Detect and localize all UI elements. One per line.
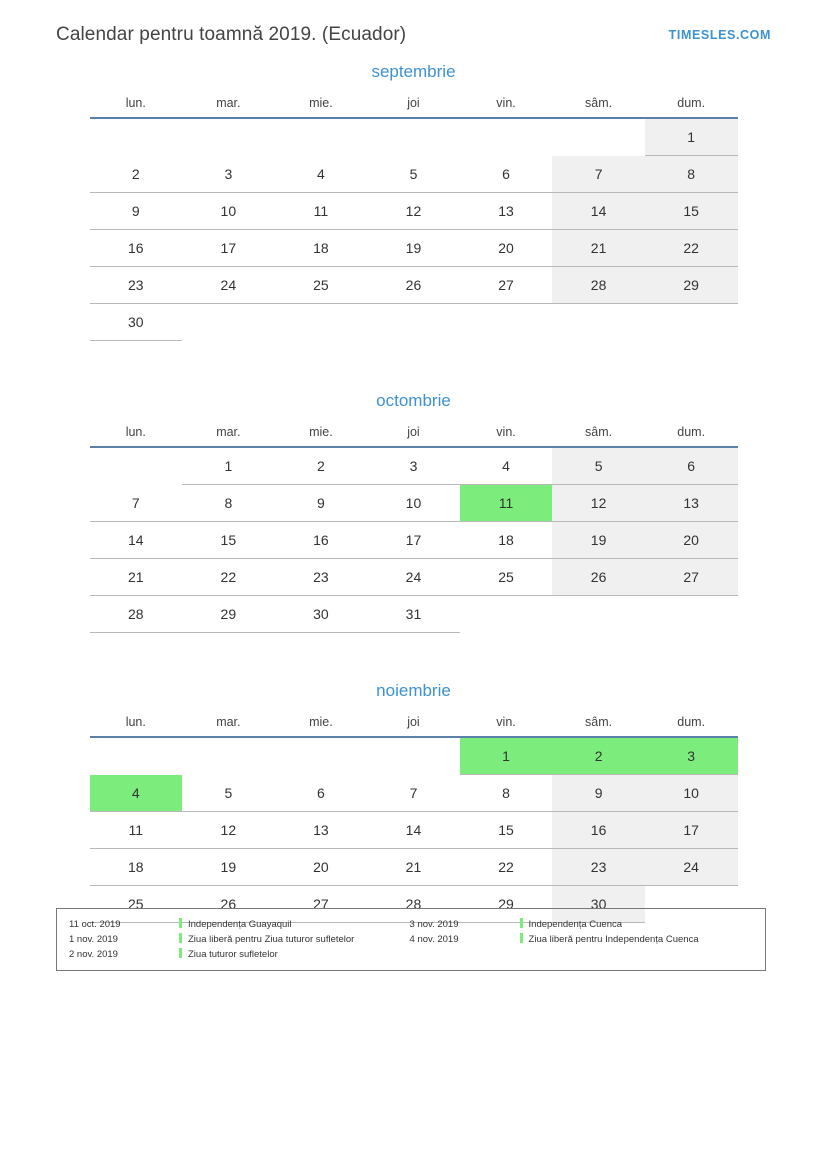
legend-table: [69, 917, 755, 962]
day-cell-empty: [182, 118, 275, 156]
day-cell[interactable]: 8: [460, 775, 553, 812]
day-cell[interactable]: 12: [182, 812, 275, 849]
day-cell-empty: [367, 737, 460, 775]
day-cell[interactable]: 20: [645, 522, 738, 559]
week-row: [90, 156, 738, 193]
weekday-header: sâm.: [552, 425, 645, 447]
day-cell-empty: [90, 118, 183, 156]
day-cell-empty: [460, 304, 553, 341]
day-cell[interactable]: 25: [275, 267, 368, 304]
legend-color-swatch: [179, 933, 182, 943]
week-row: [90, 485, 738, 522]
day-cell[interactable]: 1: [645, 118, 738, 156]
day-cell[interactable]: 30: [275, 596, 368, 633]
legend-date: 1 nov. 2019: [69, 934, 118, 945]
day-cell[interactable]: 25: [460, 559, 553, 596]
day-cell-empty: [182, 737, 275, 775]
day-cell[interactable]: 12: [367, 193, 460, 230]
weekday-header: joi: [367, 425, 460, 447]
weekday-header: vin.: [460, 96, 553, 118]
day-cell[interactable]: 8: [182, 485, 275, 522]
day-cell[interactable]: 6: [645, 447, 738, 485]
day-cell[interactable]: 4: [460, 447, 553, 485]
day-cell[interactable]: 22: [460, 849, 553, 886]
day-cell[interactable]: 17: [367, 522, 460, 559]
day-cell[interactable]: 3: [367, 447, 460, 485]
day-cell[interactable]: 11: [275, 193, 368, 230]
day-cell-holiday[interactable]: 3: [645, 737, 738, 775]
day-cell[interactable]: 31: [367, 596, 460, 633]
month-table: [90, 425, 738, 633]
week-row: [90, 596, 738, 633]
legend-row: [69, 932, 755, 947]
day-cell[interactable]: 8: [645, 156, 738, 193]
day-cell[interactable]: 28: [367, 886, 460, 923]
day-cell-empty: [645, 596, 738, 633]
legend-box: [56, 908, 766, 971]
day-cell[interactable]: 13: [645, 485, 738, 522]
day-cell[interactable]: 7: [367, 775, 460, 812]
day-cell[interactable]: 5: [182, 775, 275, 812]
day-cell[interactable]: 20: [275, 849, 368, 886]
legend-holiday-name: Independența Cuenca: [520, 917, 755, 932]
day-cell[interactable]: 5: [367, 156, 460, 193]
weekday-header-row: [90, 96, 738, 118]
week-row: [90, 522, 738, 559]
day-cell[interactable]: 25: [90, 886, 183, 923]
weekday-header: mie.: [275, 715, 368, 737]
weekday-header-row: [90, 425, 738, 447]
day-cell[interactable]: 17: [182, 230, 275, 267]
day-cell[interactable]: 11: [90, 812, 183, 849]
day-cell-empty: [367, 304, 460, 341]
weekday-header: dum.: [645, 715, 738, 737]
month-block-septembrie: [90, 62, 738, 341]
day-cell[interactable]: 29: [182, 596, 275, 633]
day-cell[interactable]: 13: [275, 812, 368, 849]
weekday-header: lun.: [90, 96, 183, 118]
day-cell[interactable]: 9: [90, 193, 183, 230]
day-cell-empty: [275, 737, 368, 775]
weekday-header: mie.: [275, 96, 368, 118]
day-cell[interactable]: 13: [460, 193, 553, 230]
day-cell-empty: [275, 304, 368, 341]
legend-date: 11 oct. 2019: [69, 919, 121, 930]
day-cell[interactable]: 2: [90, 156, 183, 193]
legend-holiday-name: [520, 947, 755, 962]
day-cell[interactable]: 23: [275, 559, 368, 596]
day-cell[interactable]: 27: [275, 886, 368, 923]
week-row: [90, 118, 738, 156]
day-cell[interactable]: 26: [552, 559, 645, 596]
month-title: noiembrie: [376, 681, 451, 700]
day-cell-empty: [90, 737, 183, 775]
legend-holiday-name: Ziua liberă pentru Independența Cuenca: [520, 932, 755, 947]
calendars-container: [56, 62, 771, 923]
day-cell[interactable]: 18: [275, 230, 368, 267]
week-row: [90, 559, 738, 596]
weekday-header: dum.: [645, 96, 738, 118]
weekday-header: dum.: [645, 425, 738, 447]
day-cell[interactable]: 21: [367, 849, 460, 886]
brand-logo: TIMESLES.COM: [668, 28, 771, 42]
day-cell[interactable]: 22: [182, 559, 275, 596]
day-cell[interactable]: 27: [645, 559, 738, 596]
legend-color-swatch: [179, 918, 182, 928]
legend-date: [410, 947, 520, 962]
day-cell-holiday[interactable]: 11: [460, 485, 553, 522]
day-cell[interactable]: 17: [645, 812, 738, 849]
month-title: septembrie: [371, 62, 456, 81]
month-table: [90, 96, 738, 341]
day-cell-holiday[interactable]: 4: [90, 775, 183, 812]
day-cell-holiday[interactable]: 1: [460, 737, 553, 775]
day-cell[interactable]: 28: [90, 596, 183, 633]
month-title: octombrie: [376, 391, 451, 410]
day-cell[interactable]: 7: [90, 485, 183, 522]
day-cell[interactable]: 15: [182, 522, 275, 559]
legend-date: 4 nov. 2019: [409, 934, 459, 945]
day-cell-empty: [645, 304, 738, 341]
week-row: [90, 849, 738, 886]
day-cell[interactable]: 9: [275, 485, 368, 522]
legend-row: [69, 917, 755, 932]
day-cell[interactable]: 16: [275, 522, 368, 559]
day-cell[interactable]: 10: [367, 485, 460, 522]
day-cell[interactable]: 6: [460, 156, 553, 193]
weekday-header: joi: [367, 96, 460, 118]
day-cell[interactable]: 22: [645, 230, 738, 267]
day-cell-empty: [552, 118, 645, 156]
weekday-header: sâm.: [552, 715, 645, 737]
month-block-noiembrie: [90, 681, 738, 923]
day-cell[interactable]: 19: [367, 230, 460, 267]
day-cell[interactable]: 30: [552, 886, 645, 923]
day-cell[interactable]: 16: [552, 812, 645, 849]
weekday-header: mie.: [275, 425, 368, 447]
week-row: [90, 447, 738, 485]
day-cell[interactable]: 27: [460, 267, 553, 304]
legend-date: 2 nov. 2019: [69, 949, 118, 960]
day-cell[interactable]: 29: [645, 267, 738, 304]
day-cell[interactable]: 24: [182, 267, 275, 304]
day-cell[interactable]: 2: [275, 447, 368, 485]
week-row: [90, 267, 738, 304]
page-title: Calendar pentru toamnă 2019. (Ecuador): [56, 24, 407, 45]
day-cell-empty: [182, 304, 275, 341]
weekday-header: vin.: [460, 425, 553, 447]
legend-holiday-name: Independența Guayaquil: [179, 917, 410, 932]
legend-color-swatch: [520, 933, 523, 943]
weekday-header: joi: [367, 715, 460, 737]
day-cell[interactable]: 7: [552, 156, 645, 193]
day-cell[interactable]: 19: [182, 849, 275, 886]
day-cell[interactable]: 20: [460, 230, 553, 267]
day-cell[interactable]: 28: [552, 267, 645, 304]
day-cell[interactable]: 14: [552, 193, 645, 230]
legend-row: [69, 947, 755, 962]
weekday-header-row: [90, 715, 738, 737]
day-cell[interactable]: 30: [90, 304, 183, 341]
weekday-header: lun.: [90, 715, 183, 737]
day-cell-empty: [552, 596, 645, 633]
week-row: [90, 304, 738, 341]
day-cell[interactable]: 19: [552, 522, 645, 559]
month-spacer: [56, 633, 771, 681]
day-cell[interactable]: 16: [90, 230, 183, 267]
day-cell-empty: [552, 304, 645, 341]
day-cell[interactable]: 29: [460, 886, 553, 923]
day-cell[interactable]: 24: [645, 849, 738, 886]
legend-color-swatch: [520, 918, 523, 928]
day-cell-empty: [275, 118, 368, 156]
day-cell[interactable]: 15: [460, 812, 553, 849]
day-cell[interactable]: 18: [460, 522, 553, 559]
legend-color-swatch: [179, 948, 182, 958]
day-cell-empty: [460, 118, 553, 156]
day-cell-holiday[interactable]: 2: [552, 737, 645, 775]
day-cell[interactable]: 26: [182, 886, 275, 923]
day-cell[interactable]: 1: [182, 447, 275, 485]
weekday-header: vin.: [460, 715, 553, 737]
week-row: [90, 775, 738, 812]
day-cell[interactable]: 5: [552, 447, 645, 485]
day-cell[interactable]: 21: [552, 230, 645, 267]
legend-holiday-name: Ziua tuturor sufletelor: [179, 947, 410, 962]
day-cell[interactable]: 9: [552, 775, 645, 812]
week-row: [90, 737, 738, 775]
month-table: [90, 715, 738, 923]
day-cell[interactable]: 14: [90, 522, 183, 559]
day-cell[interactable]: 21: [90, 559, 183, 596]
day-cell[interactable]: 23: [90, 267, 183, 304]
day-cell[interactable]: 12: [552, 485, 645, 522]
day-cell[interactable]: 26: [367, 267, 460, 304]
month-spacer: [56, 341, 771, 391]
weekday-header: mar.: [182, 96, 275, 118]
day-cell[interactable]: 6: [275, 775, 368, 812]
day-cell[interactable]: 24: [367, 559, 460, 596]
weekday-header: mar.: [182, 425, 275, 447]
day-cell[interactable]: 10: [182, 193, 275, 230]
weekday-header: lun.: [90, 425, 183, 447]
page-header: [56, 18, 771, 52]
week-row: [90, 812, 738, 849]
week-row: [90, 230, 738, 267]
legend-holiday-name: Ziua liberă pentru Ziua tuturor sufletelor: [179, 932, 410, 947]
day-cell[interactable]: 14: [367, 812, 460, 849]
day-cell-empty: [460, 596, 553, 633]
day-cell[interactable]: 18: [90, 849, 183, 886]
day-cell[interactable]: 3: [182, 156, 275, 193]
day-cell[interactable]: 15: [645, 193, 738, 230]
week-row: [90, 193, 738, 230]
day-cell[interactable]: 10: [645, 775, 738, 812]
day-cell-empty: [367, 118, 460, 156]
weekday-header: sâm.: [552, 96, 645, 118]
day-cell[interactable]: 4: [275, 156, 368, 193]
day-cell-empty: [90, 447, 183, 485]
day-cell[interactable]: 23: [552, 849, 645, 886]
weekday-header: mar.: [182, 715, 275, 737]
legend-date: 3 nov. 2019: [409, 919, 459, 930]
month-block-octombrie: [90, 391, 738, 633]
